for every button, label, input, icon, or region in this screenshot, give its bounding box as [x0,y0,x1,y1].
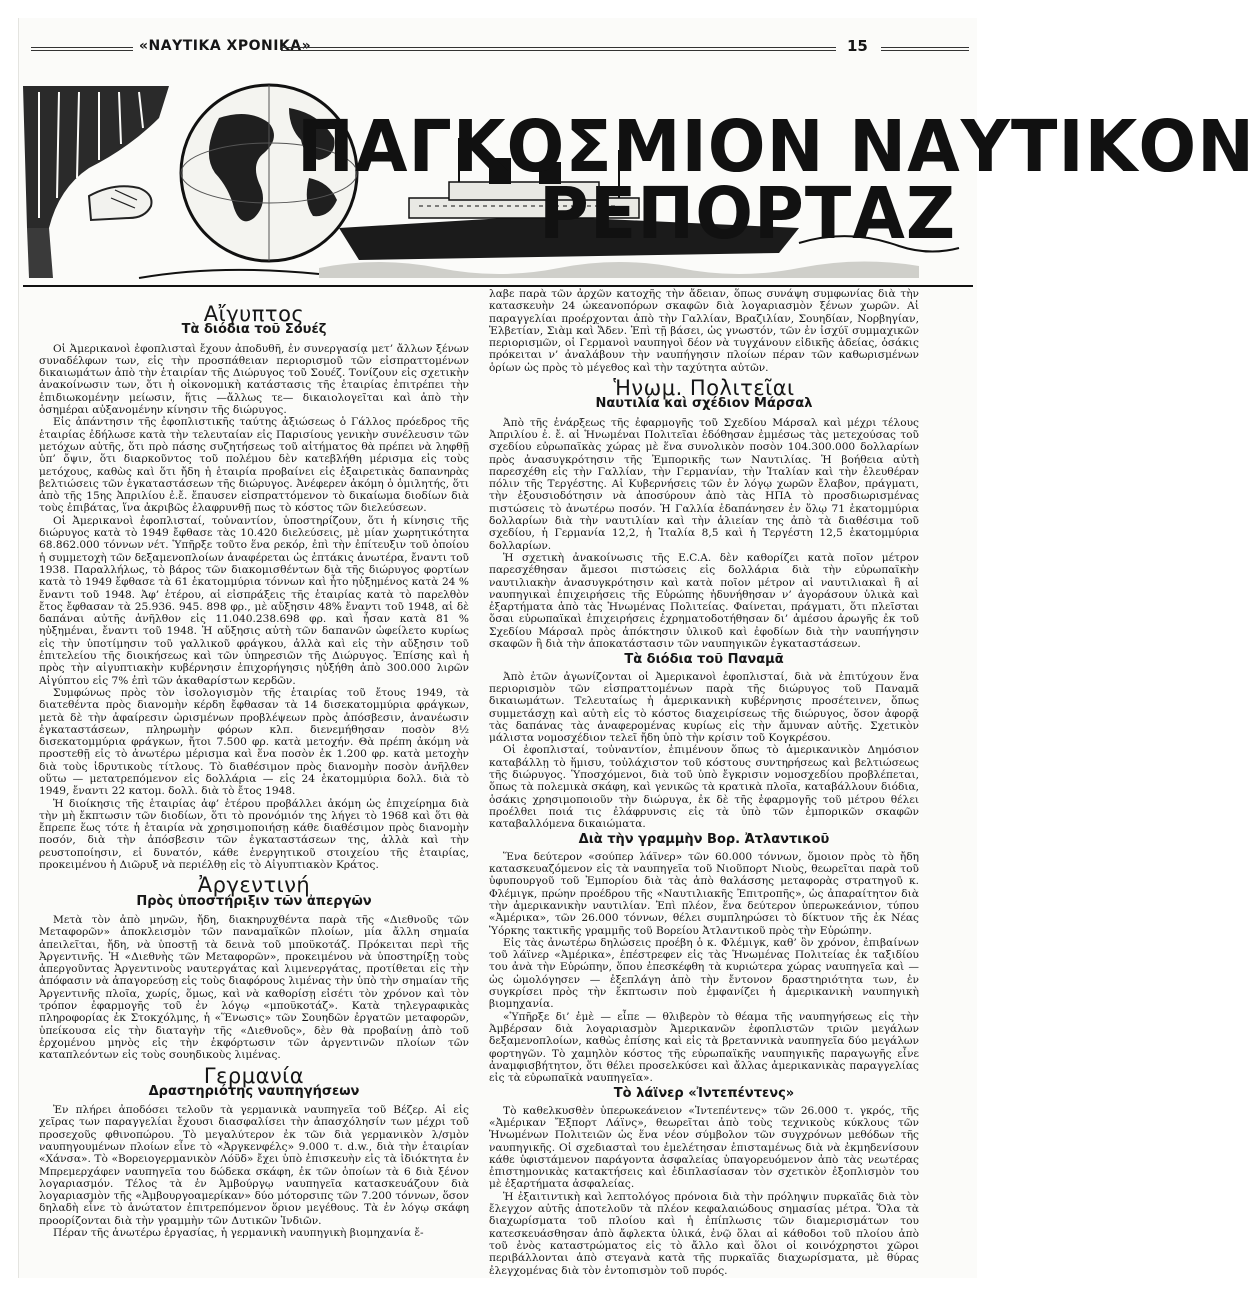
section-subtitle-strikers: Πρὸς ὑποστήριξιν τῶν ἀπεργῶν [136,893,372,909]
section-subtitle-independence: Τὸ λάϊνερ «Ἰντεπέντενς» [613,1086,795,1102]
curtain-drape [23,86,169,278]
paragraph: Μετὰ τὸν ἀπὸ μηνῶν, ἤδη, διακηρυχθέντα παρὰ τῆς «Διεθνοῦς τῶν Μεταφορῶν» ἀποκλεισμὸν τῶν παναμαϊκῶν πλοίων, μία ἄλλη σημαία ἀπειλεῖται, ἤδη, νὰ ὑποστῇ τὰ δεινὰ τοῦ μποϋκοτάζ. Πρόκειται περὶ τῆς Ἀργεντινῆς. Ἡ «Διεθνὴς τῶν Μεταφορῶν», προκειμένου νὰ ὑποστηρίξῃ τοὺς ἀπεργοῦντας Ἀργεντινοὺς ναυτεργάτας καὶ λιμενεργάτας, προτίθεται εἰς τὴν ἀπόφασιν νὰ ἀπαγορεύσῃ εἰς τοὺς διαφόρους λιμένας τὴν ὑπὸ τὴν σημαίαν τῆς Ἀργεντινῆς πλοῖα, χωρίς, ὅμως, καὶ νὰ καθορίσῃ εἰσέτι τὸν χρόνον καὶ τὸν τρόπον ἐφαρμογῆς τοῦ ἐν λόγῳ «μποϋκοτάζ». Κατὰ τηλεγραφικὰς πληροφορίας ἐκ Στοκχόλμης, ἡ «Ἕνωσις» τῶν Σουηδῶν ἐργατῶν μεταφορῶν, ὑπείκουσα εἰς τὴν διαταγὴν τῆς «Διεθνοῦς», δὲν θὰ προβαίνῃ ἀπὸ τοῦ ἐρχομένου μηνὸς εἰς τὴν ἐκφόρτωσιν τῶν ἀργεντινῶν πλοίων τῶν καταπλεόντων εἰς τοὺς σουηδικοὺς λιμένας. [39,913,469,1062]
paragraph: Ἐν πλήρει ἀποδόσει τελοῦν τὰ γερμανικὰ ναυπηγεῖα τοῦ Βέζερ. Αἱ εἰς χεῖρας των παραγγελίαι ἔχουσι διασφαλίσει τὴν ἀπασχόλησίν των μέχρι τοῦ προσεχοῦς φθινοπώρου. Τὸ μεγαλύτερον ἐκ τῶν διὰ γερμανικὸν λ/σμὸν ναυπηγουμένων πλοίων εἶνε τὸ «Ἀργκενφέλς» 9.000 τ. d.w., διὰ τὴν ἑταιρίαν «Χάνσα». Τὸ «Βορειογερμανικὸν Λόϋδ» ἔχει ὑπὸ ἐπισκευὴν εἰς τὰ ἰδιόκτητα ἐν Μπρεμερχάφεν ναυπηγεῖα του δώδεκα σκάφη, ἐκ τῶν ὁποίων τὰ 6 διὰ ξένον λογαριασμόν. Τέλος τὰ ἐν Ἀμβούργῳ ναυπηγεῖα κατασκευάζουν διὰ λογαριασμὸν τῆς «Ἀμβουργοαμερίκαν» δύο μότορσιπς τῶν 7.200 τόννων, ὅσον δηλαδὴ εἶνε τὸ ἀνώτατον ἐπιτρεπόμενον ὅριον μεγέθους. Τὰ ἐν λόγῳ σκάφη προορίζονται διὰ τὴν γραμμὴν τῶν Δυτικῶν Ἰνδιῶν. [39,1104,469,1227]
paragraph: Οἱ Ἀμερικανοὶ ἐφοπλισταί, τοὐναντίον, ὑποστηρίζουν, ὅτι ἡ κίνησις τῆς διώρυγος κατὰ τὸ 1949 ἔφθασε τὰς 10.420 διελεύσεις, μὲ μίαν χωρητικότητα 68.862.000 τόννων νέτ. Ὑπῆρξε τοῦτο ἕνα ρεκόρ, ἐπὶ τὴν ἐπίτευξιν τοῦ ὁποίου ἡ συμμετοχὴ τῶν δεξαμενοπλοίων ἀναφέρεται ὡς ἐπτάκις ἀνωτέρα, ἔναντι τοῦ 1938. Παραλλήλως, τὸ βάρος τῶν διακομισθέντων διὰ τῆς διώρυγος φορτίων κατὰ τὸ 1949 ἔφθασε τὰ 61 ἑκατομμύρια τόννων καὶ ἦτο ηὐξημένος κατὰ 24 % ἔναντι τοῦ 1948. Ἀφ’ ἑτέρου, αἱ εἰσπράξεις τῆς ἑταιρίας κατὰ τὸ παρελθὸν ἔτος ἔφθασαν τὰ 25.936. 945. 898 φρ., μὲ αὔξησιν 48% ἔναντι τοῦ 1948, αἱ δὲ δαπάναι αὐτῆς ἀνῆλθον εἰς 11.040.238.698 φρ. καὶ ἦσαν κατὰ 81 % ηὐξημέναι, ἔναντι τοῦ 1948. Ἡ αὔξησις αὐτὴ τῶν δαπανῶν ὠφείλετο κυρίως εἰς τὴν ὑποτίμησιν τοῦ γαλλικοῦ φράγκου, ἀλλὰ καὶ εἰς τὴν αὔξησιν τοῦ ἐπιτελείου τῆς διοικήσεως καὶ τῶν ὑπηρεσιῶν τῆς Διώρυγος. Ἐπίσης καὶ ἡ πρὸς τὴν αἰγυπτιακὴν κυβέρνησιν ἐπιχορήγησις ηὐξήθη ἀπὸ 300.000 λιρῶν Αἰγύπτου εἰς 7% ἐπὶ τῶν ἀκαθαρίστων κερδῶν. [39,514,469,687]
paragraph: Οἱ ἐφοπλισταί, τοὐναντίον, ἐπιμένουν ὅπως τὸ ἀμερικανικὸν Δημόσιον καταβάλλῃ τὸ ἥμισυ, τοὐλάχιστον τοῦ κόστους συντηρήσεως καὶ βελτιώσεως τῆς διώρυγος. Ὑποσχόμενοι, διὰ τοῦ ὑπὸ ἔγκρισιν νομοσχεδίου προβλέπεται, ὅπως τὰ πολεμικὰ σκάφη, καὶ γενικῶς τὰ κρατικὰ πλοῖα, καταβάλλουν διόδια, ὁσάκις χρησιμοποιοῦν τὴν διώρυγα, ἐκ δὲ τῆς ἐφαρμογῆς τοῦ μέτρου θέλει προέλθει ποιά τις ἐλάφρυνσις εἰς τὰ ὑπὸ τῶν ἐμπορικῶν σκαφῶν καταβαλλόμενα δικαιώματα. [489,744,919,831]
paragraph: Ἡ σχετικὴ ἀνακοίνωσις τῆς E.C.A. δὲν καθορίζει κατὰ ποῖον μέτρον παρεσχέθησαν ἄμεσοι πιστώσεις εἰς δολλάρια διὰ τὴν εὐρωπαϊκὴν ναυτιλιακὴν ἀνασυγκρότησιν καὶ κατὰ ποῖον μέτρον αἱ ναυτιλιακαὶ ἢ αἱ ναυπηγικαὶ ἐπιχειρήσεις τῆς Εὐρώπης ἠδυνήθησαν ν’ ἀγοράσουν ὑλικὰ καὶ ἐξαρτήματα ἀπὸ τὰς Ἡνωμένας Πολιτείας. Φαίνεται, πράγματι, ὅτι πλεῖσται ὅσαι εὐρωπαϊκαὶ ἐπιχειρήσεις ἐχρηματοδοτήθησαν δι’ ἀμέσου ἀρωγῆς ἐκ τοῦ Σχεδίου Μάρσαλ πρὸς ἀπόκτησιν ὑλικοῦ καὶ ἐφοδίων διὰ τὴν ναυπήγησιν σκαφῶν ἢ διὰ τὴν ἀποκατάστασιν τῶν ναυπηγικῶν ἐγκαταστάσεων. [489,551,919,651]
paragraph: «Ὑπῆρξε δι’ ἐμὲ — εἶπε — θλιβερὸν τὸ θέαμα τῆς ναυπηγήσεως εἰς τὴν Ἀμβέρσαν διὰ λογαριασμὸν Ἀμερικανῶν ἐφοπλιστῶν τριῶν μεγάλων δεξαμενοπλοίων, καθὼς ἐπίσης καὶ εἰς τὰ βρεταννικὰ ναυπηγεῖα δύο μεγάλων φορτηγῶν. Τὸ χαμηλὸν κόστος τῆς εὐρωπαϊκῆς ναυπηγικῆς παραγωγῆς εἶνε ἀναμφισβήτητον, ὅτι θέλει προσελκύσει καὶ ἄλλας ἀμερικανικὰς παραγγελίας εἰς τὰ εὐρωπαϊκὰ ναυπηγεῖα». [489,1010,919,1085]
section-title-germany: Γερμανία [203,1063,305,1088]
right-column [489,288,919,1277]
magazine-page [18,18,1255,1278]
section-title-usa: Ἡνωμ. Πολιτεῖαι [613,376,795,401]
page-number: 15 [847,37,868,55]
header-rule-right [881,47,969,51]
header-rule-middle [281,47,836,51]
paragraph: Εἰς τὰς ἀνωτέρω δηλώσεις προέβη ὁ κ. Φλέμιγκ, καθ’ ὃν χρόνον, ἐπιβαίνων τοῦ λάϊνερ «Ἀμέρικα», ἐπέστρεφεν εἰς τὰς Ἡνωμένας Πολιτείας ἐκ ταξιδίου του ἀνὰ τὴν Εὐρώπην, ὅπου ἐπεσκέφθη τὰ κυριώτερα χώρας ναυπηγεῖα καὶ — ὡς ὡμολόγησεν — ἐξεπλάγη ἀπὸ τὴν ἔντονον δραστηριότητα των, ἐν συγκρίσει πρὸς τὴν ἔκπτωσιν ποὺ ἐμφανίζει ἡ ἀμερικανικὴ ναυπηγικὴ βιομηχανία. [489,936,919,1011]
paragraph: Πέραν τῆς ἀνωτέρω ἐργασίας, ἡ γερμανικὴ ναυπηγικὴ βιομηχανία ἔ- [53,1227,424,1240]
section-subtitle-suez: Τὰ διόδια τοῦ Σουέζ [181,322,327,338]
paragraph: Ἡ διοίκησις τῆς ἑταιρίας ἀφ’ ἑτέρου προβάλλει ἀκόμη ὡς ἐπιχείρημα διὰ τὴν μὴ ἔκπτωσιν τῶν διοδίων, ὅτι τὸ προνόμιόν της λήγει τὸ 1968 καὶ ὅτι θὰ ἔπρεπε ἕως τότε ἡ ἑταιρία νὰ χρησιμοποιήσῃ κάθε διαθέσιμον πρὸς διανομὴν ποσόν, διὰ τὴν ἀπόσβεσιν τῶν ἐγκαταστάσεων της, ἀλλὰ καὶ τὴν ρευστοποίησιν, εἰ δυνατόν, κάθε ἐνεργητικοῦ στοιχείου τῆς ἑταιρίας, προκειμένου ἡ Διῶρυξ νὰ περιέλθῃ εἰς τὸ Αἰγυπτιακὸν Κράτος. [39,797,469,872]
header-rule-left [31,47,133,51]
magazine-name: «ΝΑΥΤΙΚΑ ΧΡΟΝΙΚΑ» [139,38,312,54]
hand-illustration [89,186,152,220]
paragraph: Ἕνα δεύτερον «σούπερ λάϊνερ» τῶν 60.000 τόννων, ὅμοιον πρὸς τὸ ἤδη κατασκευαζόμενον εἰς τὰ ναυπηγεῖα τοῦ Νιοῦπορτ Νιοὺς, θεωρεῖται παρὰ τοῦ ὑφυπουργοῦ τοῦ Ἐμπορίου διὰ τὰς ἀπὸ θαλάσσης μεταφορὰς στρατηγοῦ κ. Φλέμιγκ, πρώην προέδρου τῆς «Ναυτιλιακῆς Ἐπιτροπῆς», ὡς ἀπαραίτητον διὰ τὴν ἀμερικανικὴν ναυτιλίαν. Ἐπὶ πλέον, ἕνα δεύτερον ὑπερωκεάνιον, τύπου «Ἀμέρικα», τῶν 26.000 τόννων, θέλει συμπληρώσει τὸ δίκτυον τῆς ἐκ Νέας Ὑόρκης τακτικῆς γραμμῆς τοῦ Βορείου Ἀτλαντικοῦ πρὸς τὴν Εὐρώπην. [489,850,919,937]
section-subtitle-panama: Τὰ διόδια τοῦ Παναμᾶ [624,652,784,668]
section-subtitle-shipbuilding: Δραστηριότης ναυπηγήσεων [148,1083,360,1099]
title-banner [19,78,1255,298]
section-subtitle-atlantic: Διὰ τὴν γραμμὴν Βορ. Ἀτλαντικοῦ [578,832,830,848]
paragraph: Ἡ ἐξαιτιντικὴ καὶ λεπτολόγος πρόνοια διὰ τὴν πρόληψιν πυρκαϊᾶς διὰ τὸν ἔλεγχον αὐτῆς ἀποτελοῦν τὰ πλέον κεφαλαιώδους σημασίας μέτρα. Ὅλα τὰ διαχωρίσματα τοῦ πλοίου καὶ ἡ ἐπίπλωσις τῶν διαμερισμάτων του κατεσκευάσθησαν ἀπὸ ἄφλεκτα ὑλικά, ἐνῷ ὅλαι αἱ κάθοδοι τοῦ πλοίου ἀπὸ τοῦ ἑνὸς καταστρώματος εἰς τὸ ἄλλο καὶ ὅλοι οἱ κοινόχρηστοι χῶροι περιβάλλονται ἀπὸ στεγανὰ κατὰ τῆς πυρκαϊᾶς διαχωρίσματα, μὲ θύρας ἐλεγχομένας διὰ τὸν ἐντοπισμὸν τοῦ πυρός. [489,1190,919,1277]
paragraph: λαβε παρὰ τῶν ἀρχῶν κατοχῆς τὴν ἄδειαν, ὅπως συνάψη συμφωνίας διὰ τὴν κατασκευὴν 24 ὠκεανοπόρων σκαφῶν διὰ λογαριασμὸν ξένων χωρῶν. Αἱ παραγγελίαι προέρχονται ἀπὸ τὴν Γαλλίαν, Βραζιλίαν, Σουηδίαν, Νορβηγίαν, Ἑλβετίαν, Σιὰμ καὶ Ἄδεν. Ἐπὶ τῇ βάσει, ὡς γνωστόν, τῶν ἐν ἰσχύϊ συμμαχικῶν περιορισμῶν, οἱ Γερμανοὶ ναυπηγοὶ δέον νὰ τυγχάνουν εἰδικῆς ἀδείας, ὁσάκις πρόκειται ν’ ἀναλάβουν τὴν ναυπήγησιν πλοίων πέραν τῶν καθωρισμένων ὁρίων ὡς πρὸς τὸ μέγεθος καὶ τὴν ταχύτητα αὐτῶν. [489,288,919,374]
paragraph: Εἰς ἀπάντησιν τῆς ἐφοπλιστικῆς ταύτης ἀξιώσεως ὁ Γάλλος πρόεδρος τῆς ἑταιρίας ἐδήλωσε κατὰ τὴν τελευταίαν εἰς Παρισίους γενικὴν συνέλευσιν τῶν μετόχων αὐτῆς, ὅτι πρὸ πάσης συζητήσεως τοῦ αἰτήματος θὰ πρέπει νὰ ληφθῇ ὑπ’ ὄψιν, ὅτι διαρκοῦντος τοῦ πολέμου δὲν κατεβλήθη μέρισμα εἰς τοὺς μετόχους, καθὼς καὶ ὅτι ἤδη ἡ ἑταιρία προβαίνει εἰς ἐξαιρετικὰς δαπανηρὰς βελτιώσεις τῶν ἐγκαταστάσεων τῆς διώρυγος. Ἀνέφερεν ἀκόμη ὁ ὁμιλητής, ὅτι ἀπὸ τῆς 15ης Ἀπριλίου ἐ.ἔ. ἔπαυσεν εἰσπραττόμενον τὸ δικαίωμα διοδίων διὰ τοὺς ἐπιβάτας, ἵνα ἀκριβῶς ἐλαφρυνθῇ πως τὸ κόστος τῶν διελεύσεων. [39,416,469,515]
section-title-egypt: Αἴγυπτος [203,302,305,326]
paragraph: Τὸ καθελκυσθὲν ὑπερωκεάνειον «Ἰντεπέντενς» τῶν 26.000 τ. γκρός, τῆς «Ἀμέρικαν Ἔξπορτ Λάϊνς», θεωρεῖται ἀπὸ τοὺς τεχνικοὺς κύκλους τῶν Ἡνωμένων Πολιτειῶν ὡς ἕνα νέον σύμβολον τῶν συγχρόνων μεθόδων τῆς ναυπηγικῆς. Οἱ σχεδιασταὶ του ἐμελέτησαν ἐπισταμένως διὰ νὰ ἐκμηδενίσουν κάθε ὑφιστάμενον παράγοντα ἀσφαλείας ὑπαγορευόμενον ἀπὸ τὰς νεωτέρας ἐπιστημονικὰς κατακτήσεις καὶ ἐδιπλασίασαν τὸν σχετικὸν ἐξοπλισμὸν του μὲ ἐξαρτήματα ἀσφαλείας. [489,1104,919,1191]
banner-title-line1: ΠΑΓΚΟΣΜΙΟΝ ΝΑΥΤΙΚΟΝ [297,106,1255,189]
section-title-argentina: Ἀργεντινή [197,873,311,898]
section-subtitle-marshall: Ναυτιλία καὶ σχέδιον Μάρσαλ [595,396,813,412]
running-header [31,36,971,60]
left-column [39,300,469,1239]
paragraph: Ἀπὸ τῆς ἐνάρξεως τῆς ἐφαρμογῆς τοῦ Σχεδίου Μάρσαλ καὶ μέχρι τέλους Ἀπριλίου ἐ. ἔ. αἱ Ἡνωμέναι Πολιτεῖαι ἐδόθησαν ἐμμέσως τὰς μετεχούσας τοῦ σχεδίου εὐρωπαϊκὰς χώρας μὲ ἕνα συνολικὸν ποσὸν 104.300.000 δολλαρίων πρὸς ἀνασυγκρότησιν τῆς Ἐμπορικῆς των Ναυτιλίας. Ἡ βοήθεια αὐτὴ παρεσχέθη εἰς τὴν Γαλλίαν, τὴν Γερμανίαν, τὴν Ἰταλίαν καὶ τὴν ἐλευθέραν πόλιν τῆς Τεργέστης. Αἱ Κυβερνήσεις τῶν ἐν λόγῳ χωρῶν ἔλαβον, πράγματι, τὴν ἐξουσιοδότησιν νὰ ἀποσύρουν ἀπὸ τὰς ΗΠΑ τὸ προσδιωρισμένας πιστώσεις τὸ ἀνωτέρω ποσόν. Ἡ Γαλλία ἐδαπάνησεν ἐν ὅλῳ 71 ἑκατομμύρια δολλαρίων διὰ τὴν ναυτιλίαν καὶ τὴν ἁλιείαν της ἀπὸ τὰ διαθέσιμα τοῦ σχεδίου, ἡ Γερμανία 12,2, ἡ Ἰταλία 8,5 καὶ ἡ Τεργέστη 12,5 ἑκατομμύρια δολλαρίων. [489,416,919,552]
paragraph: Ἀπὸ ἐτῶν ἀγωνίζονται οἱ Ἀμερικανοὶ ἐφοπλισταί, διὰ νὰ ἐπιτύχουν ἕνα περιορισμὸν τῶν εἰσπραττομένων παρὰ τῆς διώρυγος τοῦ Παναμᾶ δικαιωμάτων. Τελευταίως ἡ ἀμερικανικὴ κυβέρνησις προσέτεινεν, ὅπως συμμετάσχῃ καὶ αὐτὴ εἰς τὸ κόστος διαχειρίσεως τῆς διώρυγος, ὅσον ἀφορᾷ τὰς δαπάνας τὰς ἀναφερομένας κυρίως εἰς τὴν ἄμυναν αὐτῆς. Σχετικὸν μάλιστα νομοσχέδιον τελεῖ ἤδη ὑπὸ τὴν κρίσιν τοῦ Κογκρέσου. [489,670,919,745]
paragraph: Οἱ Ἀμερικανοὶ ἐφοπλισταὶ ἔχουν ἀποδυθῆ, ἐν συνεργασίᾳ μετ’ ἄλλων ξένων συναδέλφων των, εἰς τὴν προσπάθειαν περιορισμοῦ τῶν εἰσπραττομένων δικαιωμάτων ἀπὸ τὴν ἑταιρίαν τῆς Διώρυγος τοῦ Σουέζ. Τονίζουν εἰς σχετικὴν ἀνακοίνωσιν των, ὅτι ἡ οἰκονομικὴ κατάστασις τῆς ἑταιρίας ἐπιτρέπει τὴν ἐπιδιωκομένην μείωσιν, ἥτις —ἄλλως τε— δικαιολογεῖται καὶ ἀπὸ τὴν ὁσημέραι αὐξανομένην κίνησιν τῆς διώρυγος. [39,342,469,417]
banner-title-line2: ΡΕΠΟΡΤΑΖ [539,173,957,256]
paragraph: Συμφώνως πρὸς τὸν ἰσολογισμὸν τῆς ἑταιρίας τοῦ ἔτους 1949, τὰ διατεθέντα πρὸς διανομὴν κέρδη ἔφθασαν τὰ 14 δισεκατομμύρια φράγκων, μετὰ δὲ τὴν ἀφαίρεσιν ὡρισμένων προβλέψεων πρὸς ἀπόσβεσιν, ἀνανέωσιν ἐγκαταστάσεων, πληρωμὴν φόρων κλπ. διενεμήθησαν ποσὸν 8½ δισεκατομμύρια φράγκων, ἤτοι 7.500 φρ. κατὰ μετοχήν. Θὰ πρέπη ἀκόμη νὰ προστεθῇ εἰς τὸ ἀνωτέρω μέρισμα καὶ ἕνα ποσὸν ἐκ 1.200 φρ. κατὰ μετοχὴν διὰ τοὺς ἰδρυτικοὺς τίτλους. Τὸ διαθέσιμον πρὸς διανομὴν ποσὸν ἀνῆλθεν οὕτω — μετατρεπόμενον εἰς δολλάρια — εἰς 24 ἑκατομμύρια δολλ. διὰ τὸ 1949, ἔναντι 22 κατομ. δολλ. διὰ τὸ ἔτος 1948. [39,686,469,798]
